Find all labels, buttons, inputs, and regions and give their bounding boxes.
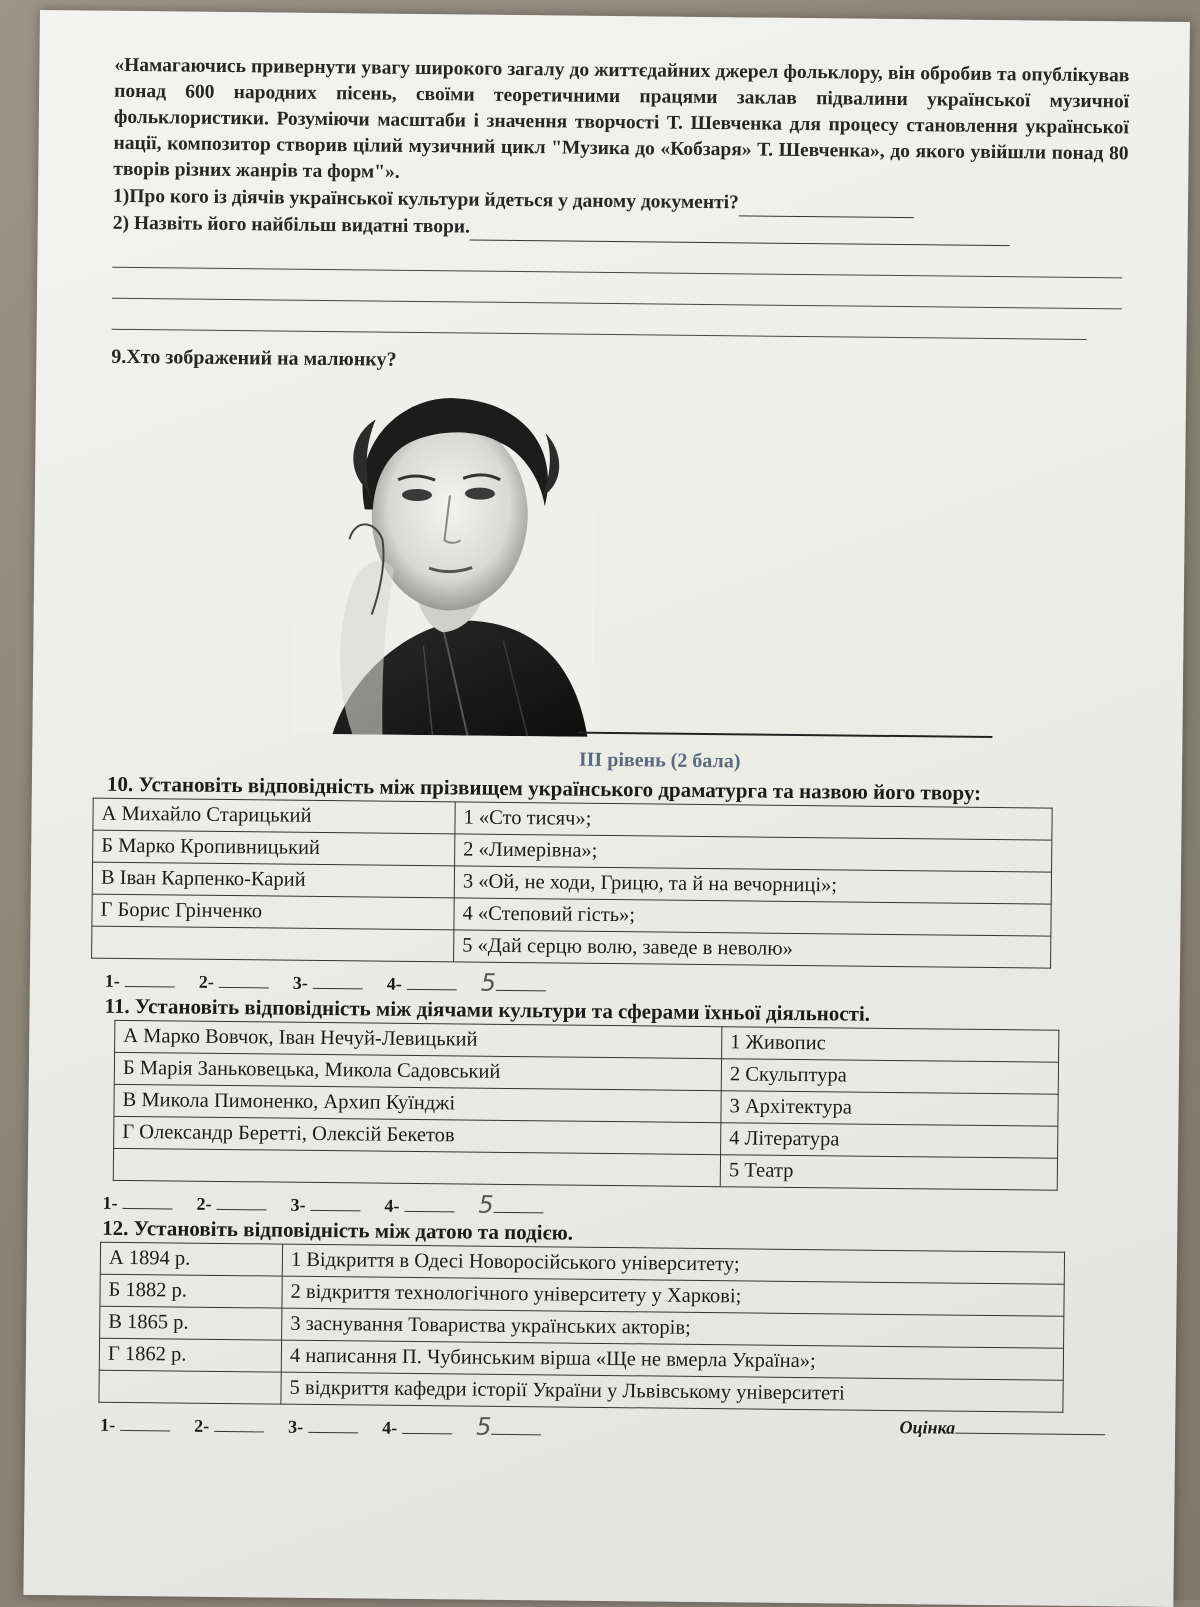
task-10-table xyxy=(91,798,1053,969)
table-cell: 4 написання П. Чубинським вірша «Ще не вмерла Україна»; xyxy=(281,1340,1063,1380)
grade-blank[interactable] xyxy=(955,1433,1105,1436)
table-cell: А Марко Вовчок, Іван Нечуй-Левицький xyxy=(115,1020,722,1058)
answer-line-9[interactable] xyxy=(577,732,992,738)
table-cell: А Михайло Старицький xyxy=(93,798,455,834)
answer-label: 2- xyxy=(196,1193,212,1214)
answer-blank[interactable] xyxy=(308,1432,358,1434)
task-12-title: 12. Установіть відповідність між датою та подією. xyxy=(102,1215,574,1245)
table-cell: 3 заснування Товариства українських акторів; xyxy=(282,1308,1064,1348)
task-11-table xyxy=(113,1020,1060,1191)
table-cell: А 1894 р. xyxy=(100,1242,282,1276)
question-1-text: 1)Про кого із діячів української культури йдеться у даному документі? xyxy=(112,185,739,214)
answer-blank[interactable] xyxy=(214,1431,264,1433)
table-cell: В Іван Карпенко-Карий xyxy=(92,862,454,898)
answer-blank[interactable] xyxy=(402,1433,452,1435)
table-cell: 1 Живопис xyxy=(722,1027,1059,1063)
handwritten-mark: 5 xyxy=(476,1412,492,1441)
answer-label: 3- xyxy=(292,972,308,993)
answer-label: 2- xyxy=(194,1415,210,1436)
answer-blank[interactable] xyxy=(404,1211,454,1213)
answer-label: 4- xyxy=(382,1417,398,1438)
table-cell: Б 1882 р. xyxy=(100,1274,282,1308)
table-cell: Б Марія Заньковецька, Микола Садовський xyxy=(114,1052,721,1090)
table-cell: Г Борис Грінченко xyxy=(92,894,454,930)
table-cell: 5 «Дай серцю волю, заведе в неволю» xyxy=(454,930,1051,968)
table-cell: Б Марко Кропивницький xyxy=(93,830,455,866)
answer-label: 3- xyxy=(290,1194,306,1215)
answer-label: 4- xyxy=(384,1195,400,1216)
answer-blank[interactable] xyxy=(494,1212,544,1214)
document-passage: «Намагаючись привернути увагу широкого загалу до життєдайних джерел фольклору, він обробив та опублікував понад 600 народних пісень, своїми теоретичними працями заклав підвалини української музичної фольклористики. Розуміючи масштаби і значення творчості Т. Шевченка для процесу становлення української нації, композитор створив цілий музичний цикл "Музика до «Кобзаря» Т. Шевченка», до якого увійшли понад 80 творів різних жанрів та форм"». xyxy=(113,54,1130,183)
table-cell: 3 Архітектура xyxy=(721,1091,1058,1127)
table-cell: 1 Відкриття в Одесі Новоросійського університету; xyxy=(282,1244,1064,1284)
answer-blank[interactable] xyxy=(491,1434,541,1436)
answer-blank[interactable] xyxy=(496,990,546,992)
answer-blank[interactable] xyxy=(216,1209,266,1211)
table-cell: Г Олександр Беретті, Олексій Бекетов xyxy=(114,1116,721,1154)
handwritten-mark: 5 xyxy=(478,1190,494,1219)
table-cell: Г 1862 р. xyxy=(99,1338,281,1372)
table-cell: 2 відкриття технологічного університету у Харкові; xyxy=(282,1276,1064,1316)
grade-field xyxy=(899,1417,1105,1440)
table-cell: 4 «Степовий гість»; xyxy=(454,898,1051,936)
worksheet-paper xyxy=(23,10,1190,1607)
answer-label: 3- xyxy=(288,1416,304,1437)
table-cell: В Микола Пимоненко, Архип Куїнджі xyxy=(114,1084,721,1122)
grade-label: Оцінка xyxy=(899,1417,956,1438)
table-cell xyxy=(92,926,454,962)
portrait-image xyxy=(292,379,596,737)
portrait-section xyxy=(107,377,1126,753)
table-cell: 2 «Лимерівна»; xyxy=(455,834,1052,872)
table-cell xyxy=(99,1370,281,1404)
answer-blank[interactable] xyxy=(310,1210,360,1212)
answer-label: 4- xyxy=(386,973,402,994)
answer-blank[interactable] xyxy=(312,988,362,990)
task-11-title: 11. Установіть відповідність між діячами культури та сферами їхньої діяльності. xyxy=(104,993,871,1026)
answer-label: 1- xyxy=(102,1192,118,1213)
table-cell: 4 Література xyxy=(721,1123,1058,1159)
task-12-answers xyxy=(100,1409,1115,1444)
answer-blank[interactable] xyxy=(122,1208,172,1210)
table-cell: 1 «Сто тисяч»; xyxy=(455,802,1052,840)
answer-blank[interactable] xyxy=(218,987,268,989)
table-cell: В 1865 р. xyxy=(100,1306,282,1340)
table-cell: 2 Скульптура xyxy=(721,1059,1058,1095)
table-cell: 3 «Ой, не ходи, Грицю, та й на вечорниці»; xyxy=(454,866,1051,904)
answer-blank[interactable] xyxy=(124,986,174,988)
answer-label: 1- xyxy=(100,1414,116,1435)
task-10-title: 10. Установіть відповідність між прізвищем українського драматурга та назвою його твору: xyxy=(106,771,982,805)
question-9: 9.Хто зображений на малюнку? xyxy=(111,345,397,371)
answer-blank[interactable] xyxy=(120,1430,170,1432)
answer-label: 2- xyxy=(198,971,214,992)
task-12-table xyxy=(98,1242,1065,1413)
answer-label: 1- xyxy=(104,970,120,991)
question-2-text: 2) Назвіть його найбільш видатні твори. xyxy=(112,212,471,238)
table-cell: 5 Театр xyxy=(720,1155,1057,1191)
table-cell xyxy=(113,1148,720,1186)
answer-blank[interactable] xyxy=(406,989,456,991)
table-cell: 5 відкриття кафедри історії України у Львівському університеті xyxy=(281,1372,1063,1412)
handwritten-mark: 5 xyxy=(480,968,497,997)
worksheet-content xyxy=(100,53,1129,1448)
level-heading: III рівень (2 бала) xyxy=(578,748,741,773)
